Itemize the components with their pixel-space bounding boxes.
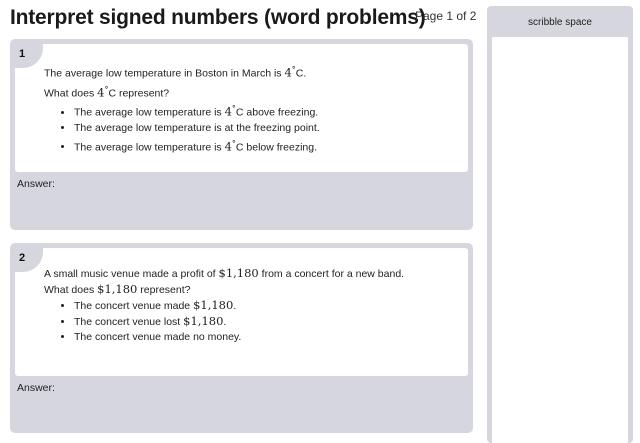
question-stem: A small music venue made a profit of $1,180 from a concert for a new band. xyxy=(44,266,405,280)
option-item: • The concert venue made no money. xyxy=(74,330,460,345)
question-text xyxy=(44,266,460,345)
option-item: • The average low temperature is at the freezing point. xyxy=(74,121,460,136)
option-item: • The concert venue lost $1,180. xyxy=(74,314,460,330)
question-number-tab xyxy=(15,44,43,68)
option-item: • The concert venue made $1,180. xyxy=(74,298,460,314)
option-item: • The average low temperature is 4°C below freezing. xyxy=(74,136,460,156)
scribble-space-label: scribble space xyxy=(528,17,592,28)
question-prompt: What does $1,180 represent? xyxy=(44,282,191,296)
question-stem: The average low temperature in Boston in March is 4°C. xyxy=(44,65,307,80)
question-number: 2 xyxy=(19,252,26,264)
option-list xyxy=(44,101,460,155)
question-card-2 xyxy=(10,243,473,433)
question-body xyxy=(15,44,468,172)
option-list xyxy=(44,298,460,345)
question-text xyxy=(44,62,460,155)
answer-label: Answer: xyxy=(17,382,55,394)
page-indicator: Page 1 of 2 xyxy=(415,9,477,23)
scribble-area[interactable] xyxy=(492,37,628,443)
option-item: • The average low temperature is 4°C above freezing. xyxy=(74,101,460,121)
question-number: 1 xyxy=(19,48,26,60)
question-body xyxy=(15,248,468,376)
question-card-1 xyxy=(10,39,473,230)
question-number-tab xyxy=(15,248,43,272)
question-prompt: What does 4°C represent? xyxy=(44,84,170,99)
scribble-space-panel xyxy=(487,6,633,443)
page-title: Interpret signed numbers (word problems) xyxy=(10,6,426,29)
answer-label: Answer: xyxy=(17,178,55,190)
